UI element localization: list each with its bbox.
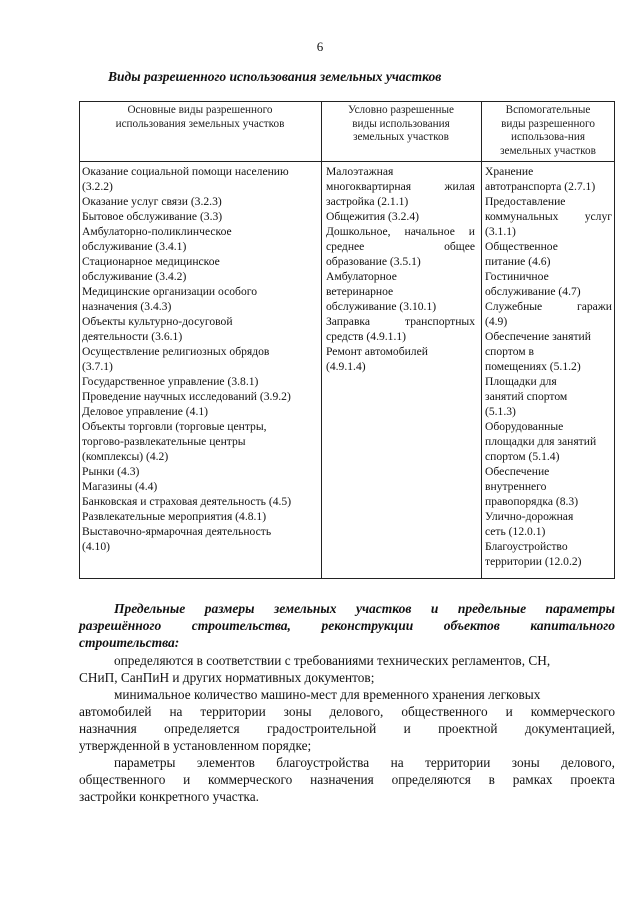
word: Обеспечение занятий <box>485 330 591 343</box>
text-line <box>326 209 475 224</box>
text-line <box>485 164 612 179</box>
word: делового, <box>561 755 615 770</box>
word: назначния <box>79 721 137 736</box>
text-line <box>79 703 615 720</box>
text-line <box>485 224 612 239</box>
main-uses-list <box>82 164 320 554</box>
text-line <box>79 771 615 788</box>
word: проекта <box>570 772 615 787</box>
word: (4.9) <box>485 315 508 328</box>
text-line: Осуществление религиозных обрядов <box>82 345 270 358</box>
word: коммерческого <box>208 772 293 787</box>
text-line <box>485 299 612 314</box>
text-line <box>326 299 475 314</box>
text-line <box>485 404 612 419</box>
text-line <box>326 254 475 269</box>
word: участков <box>355 601 412 616</box>
text-line <box>79 686 615 703</box>
word: реконструкции <box>321 618 414 633</box>
text-line: Выставочно-ярмарочная деятельность <box>82 525 272 538</box>
text-line <box>326 314 475 329</box>
word: и <box>468 225 475 238</box>
word: начальное <box>404 225 455 238</box>
word: и <box>403 721 411 736</box>
paragraph-parking <box>79 686 615 754</box>
text-line <box>326 224 475 239</box>
word: гаражи <box>576 300 612 313</box>
text-line <box>79 669 615 686</box>
text-line <box>485 494 612 509</box>
word: и <box>183 772 191 787</box>
word: и <box>430 601 439 616</box>
table-border-bottom <box>79 578 615 579</box>
word: занятий спортом <box>485 390 568 403</box>
text-line: обслуживание (3.4.2) <box>82 270 187 283</box>
word: обслуживание (4.7) <box>485 285 581 298</box>
word: рамках <box>512 772 553 787</box>
text-line <box>485 554 612 569</box>
word: СНиП, СанПиН и других нормативных документов; <box>79 670 375 685</box>
land-use-table <box>79 101 615 579</box>
word: застройка (2.1.1) <box>326 195 409 208</box>
text-line <box>485 194 612 209</box>
word: благоустройства <box>276 755 370 770</box>
word: Общественное <box>485 240 558 253</box>
text-line <box>485 179 612 194</box>
table-border-right <box>614 101 615 579</box>
word: параметры <box>545 601 615 616</box>
word: питание (4.6) <box>485 255 551 268</box>
word: зоны <box>511 755 540 770</box>
text-line <box>485 254 612 269</box>
word: средств (4.9.1.1) <box>326 330 407 343</box>
word: в <box>488 772 495 787</box>
text-line <box>485 374 612 389</box>
text-line: Медицинские организации особого <box>82 285 258 298</box>
text-line: Стационарное медицинское <box>82 255 220 268</box>
word: (4.9.1.4) <box>326 360 366 373</box>
text-line <box>485 479 612 494</box>
word: территории <box>425 755 491 770</box>
page-number: 6 <box>316 39 324 54</box>
header-auxiliary-uses: Вспомогательные виды разрешенного использова-ния земельных участков <box>500 104 596 157</box>
page-heading: Виды разрешенного использования земельных участков <box>108 69 442 84</box>
word: делового, <box>329 704 384 719</box>
text-line: Рынки (4.3) <box>82 465 140 478</box>
word: элементов <box>196 755 255 770</box>
text-line <box>79 737 615 754</box>
word: площадки для занятий <box>485 435 597 448</box>
text-line <box>326 164 475 179</box>
text-line: торгово-развлекательные центры <box>82 435 246 448</box>
header-conditional-uses: Условно разрешенные виды использования земельных участков <box>348 104 454 143</box>
word: капитального <box>530 618 615 633</box>
word: помещениях (5.1.2) <box>485 360 581 373</box>
word: сеть (12.0.1) <box>485 525 546 538</box>
text-line <box>485 464 612 479</box>
conditional-uses-list <box>326 164 475 374</box>
text-line <box>326 269 475 284</box>
word: Дошкольное, <box>326 225 391 238</box>
text-line: Объекты культурно-досуговой <box>82 315 233 328</box>
word: определяется <box>164 721 240 736</box>
word: Предоставление <box>485 195 566 208</box>
word: Малоэтажная <box>326 165 394 178</box>
text-line <box>485 359 612 374</box>
text-line <box>485 239 612 254</box>
text-line: (3.7.1) <box>82 360 113 373</box>
word: спортом (5.1.4) <box>485 450 560 463</box>
word: параметры <box>114 755 176 770</box>
text-line <box>326 284 475 299</box>
text-line <box>79 754 615 771</box>
word: образование (3.5.1) <box>326 255 421 268</box>
text-line: обслуживание (3.4.1) <box>82 240 187 253</box>
word: спортом в <box>485 345 534 358</box>
text-line <box>485 449 612 464</box>
section-title <box>79 600 615 651</box>
word: назначения <box>310 772 374 787</box>
word: (3.1.1) <box>485 225 516 238</box>
word: общественного <box>401 704 488 719</box>
table-header-divider <box>79 161 615 162</box>
word: на <box>169 704 183 719</box>
auxiliary-uses-list <box>485 164 612 569</box>
word: обслуживание (3.10.1) <box>326 300 437 313</box>
text-line <box>485 419 612 434</box>
word: транспортных <box>404 315 475 328</box>
word: Оборудованные <box>485 420 564 433</box>
text-line <box>79 720 615 737</box>
text-line: Оказание услуг связи (3.2.3) <box>82 195 222 208</box>
word: и <box>505 704 513 719</box>
text-line: (4.10) <box>82 540 111 553</box>
text-line: Бытовое обслуживание (3.3) <box>82 210 223 223</box>
text-line <box>326 329 475 344</box>
word: строительства: <box>79 635 180 650</box>
text-line: Деловое управление (4.1) <box>82 405 209 418</box>
table-col-divider-1 <box>321 101 322 579</box>
word: общественного <box>79 772 166 787</box>
word: услуг <box>584 210 612 223</box>
text-line <box>326 344 475 359</box>
word: на <box>390 755 404 770</box>
text-line <box>79 600 615 617</box>
text-line <box>485 434 612 449</box>
word: среднее <box>326 240 365 253</box>
text-line <box>79 634 615 651</box>
text-line: Магазины (4.4) <box>82 480 158 493</box>
word: территории (12.0.2) <box>485 555 582 568</box>
word: строительства, <box>191 618 291 633</box>
text-line <box>326 179 475 194</box>
word: разрешённого <box>79 618 162 633</box>
text-line <box>326 359 475 374</box>
text-line <box>485 269 612 284</box>
word: (5.1.3) <box>485 405 516 418</box>
word: коммерческого <box>530 704 615 719</box>
text-line <box>79 652 615 669</box>
table-col-divider-2 <box>481 101 482 579</box>
text-line: деятельности (3.6.1) <box>82 330 183 343</box>
text-line <box>485 509 612 524</box>
word: документацией, <box>524 721 615 736</box>
text-line: Амбулаторно-поликлинческое <box>82 225 232 238</box>
word: Благоустройство <box>485 540 568 553</box>
word: коммунальных <box>485 210 559 223</box>
text-line: Объекты торговли (торговые центры, <box>82 420 267 433</box>
word: общее <box>444 240 475 253</box>
word: утвержденной в установленном порядке; <box>79 738 312 753</box>
word: предельные <box>457 601 527 616</box>
text-line <box>485 539 612 554</box>
text-line <box>485 209 612 224</box>
word: застройки конкретного участка. <box>79 789 260 804</box>
text-line <box>485 524 612 539</box>
text-line <box>485 389 612 404</box>
word: Амбулаторное <box>326 270 397 283</box>
paragraph-regulations <box>79 652 615 686</box>
table-border-top <box>79 101 615 102</box>
table-border-left <box>79 101 80 579</box>
text-line <box>485 344 612 359</box>
word: размеры <box>204 601 255 616</box>
word: проектной <box>438 721 498 736</box>
word: Площадки для <box>485 375 557 388</box>
text-line <box>326 239 475 254</box>
word: Служебные <box>485 300 543 313</box>
word: многоквартирная <box>326 180 412 193</box>
text-line <box>485 314 612 329</box>
word: Улично-дорожная <box>485 510 574 523</box>
text-line: назначения (3.4.3) <box>82 300 172 313</box>
word: жилая <box>444 180 475 193</box>
word: объектов <box>443 618 500 633</box>
word: Предельные <box>114 601 186 616</box>
word: определяются <box>391 772 471 787</box>
text-line <box>485 284 612 299</box>
word: ветеринарное <box>326 285 394 298</box>
word: земельных <box>273 601 337 616</box>
text-line <box>326 194 475 209</box>
word: Обеспечение <box>485 465 550 478</box>
text-line: (комплексы) (4.2) <box>82 450 169 463</box>
word: внутреннего <box>485 480 547 493</box>
header-main-uses: Основные виды разрешенного использования земельных участков <box>115 104 285 130</box>
text-line <box>485 329 612 344</box>
text-line: (3.2.2) <box>82 180 113 193</box>
word: Хранение <box>485 165 534 178</box>
text-line: Оказание социальной помощи населению <box>82 165 289 178</box>
text-line: Банковская и страховая деятельность (4.5) <box>82 495 292 508</box>
word: Заправка <box>326 315 371 328</box>
word: минимальное количество машино-мест для временного хранения легковых <box>114 687 541 702</box>
paragraph-landscaping <box>79 754 615 805</box>
text-line: Развлекательные мероприятия (4.8.1) <box>82 510 267 523</box>
text-line: Проведение научных исследований (3.9.2) <box>82 390 291 403</box>
text-line <box>79 617 615 634</box>
text-line <box>79 788 615 805</box>
word: определяются в соответствии с требованиями технических регламентов, СН, <box>114 653 551 668</box>
word: правопорядка (8.3) <box>485 495 579 508</box>
word: зоны <box>283 704 312 719</box>
word: автотранспорта (2.7.1) <box>485 180 596 193</box>
word: Ремонт автомобилей <box>326 345 428 358</box>
text-line: Государственное управление (3.8.1) <box>82 375 259 388</box>
word: территории <box>200 704 266 719</box>
word: Общежития (3.2.4) <box>326 210 419 223</box>
word: Гостиничное <box>485 270 549 283</box>
word: автомобилей <box>79 704 152 719</box>
word: градостроительной <box>266 721 377 736</box>
